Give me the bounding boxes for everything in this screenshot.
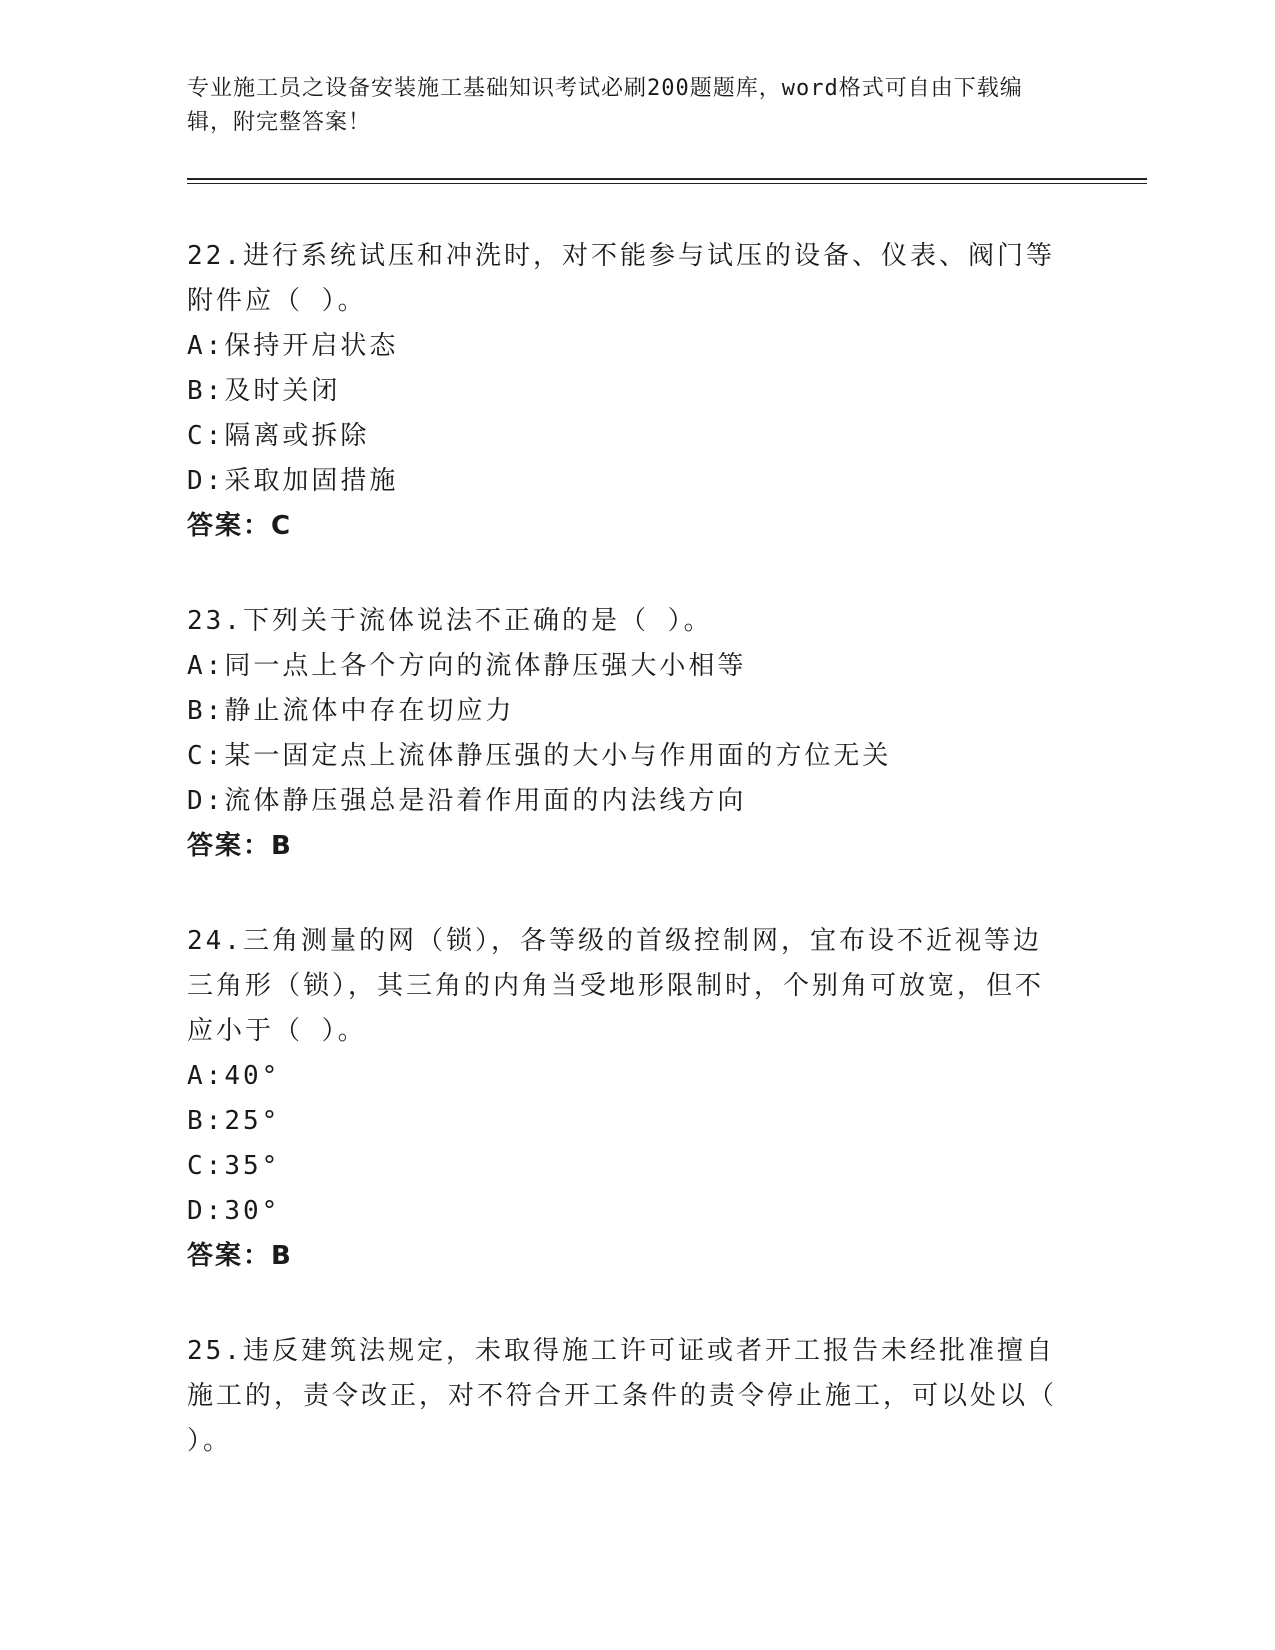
option-a: [187, 644, 1147, 689]
option-key: B:: [187, 1106, 225, 1136]
option-c: [187, 734, 1147, 779]
option-a: [187, 1054, 1147, 1099]
option-text: 40°: [224, 1061, 281, 1091]
option-key: C:: [187, 1151, 225, 1181]
option-c: [187, 414, 1147, 459]
option-a: [187, 324, 1147, 369]
option-text: 采取加固措施: [224, 466, 399, 496]
option-key: A:: [187, 1061, 225, 1091]
option-d: [187, 459, 1147, 504]
option-key: B:: [187, 376, 225, 406]
question-23: [187, 599, 1147, 869]
answer-line: 答案：B: [187, 831, 293, 861]
option-key: D:: [187, 786, 225, 816]
option-text: 隔离或拆除: [224, 421, 370, 451]
option-text: 及时关闭: [224, 376, 341, 406]
option-key: D:: [187, 466, 225, 496]
option-d: [187, 1189, 1147, 1234]
option-text: 静止流体中存在切应力: [224, 696, 515, 726]
option-b: [187, 1099, 1147, 1144]
header-divider: [187, 178, 1147, 184]
answer-line: 答案：C: [187, 511, 293, 541]
question-stem: 25.违反建筑法规定，未取得施工许可证或者开工报告未经批准擅自施工的，责令改正，对不符合开工条件的责令停止施工，可以处以（ ）。: [187, 1336, 1058, 1456]
question-stem: 22.进行系统试压和冲洗时，对不能参与试压的设备、仪表、阀门等附件应（ ）。: [187, 241, 1055, 316]
option-text: 35°: [224, 1151, 281, 1181]
option-key: D:: [187, 1196, 225, 1226]
answer-line: 答案：B: [187, 1241, 293, 1271]
question-stem: 23.下列关于流体说法不正确的是（ ）。: [187, 606, 713, 636]
option-text: 保持开启状态: [224, 331, 399, 361]
option-text: 流体静压强总是沿着作用面的内法线方向: [224, 786, 747, 816]
option-key: A:: [187, 651, 225, 681]
option-key: A:: [187, 331, 225, 361]
question-list: [187, 234, 1147, 1464]
option-text: 同一点上各个方向的流体静压强大小相等: [224, 651, 747, 681]
option-b: [187, 369, 1147, 414]
question-24: [187, 919, 1147, 1279]
option-key: C:: [187, 741, 225, 771]
option-key: B:: [187, 696, 225, 726]
option-b: [187, 689, 1147, 734]
option-text: 30°: [224, 1196, 281, 1226]
option-d: [187, 779, 1147, 824]
option-text: 25°: [224, 1106, 281, 1136]
option-c: [187, 1144, 1147, 1189]
question-stem: 24.三角测量的网（锁），各等级的首级控制网，宜布设不近视等边三角形（锁），其三角的内角当受地形限制时，个别角可放宽，但不应小于（ ）。: [187, 926, 1045, 1046]
option-text: 某一固定点上流体静压强的大小与作用面的方位无关: [224, 741, 892, 771]
document-header: 专业施工员之设备安装施工基础知识考试必刷200题题库，word格式可自由下载编辑，附完整答案！: [187, 76, 1023, 135]
document-page: [187, 72, 1147, 1514]
question-25: [187, 1329, 1147, 1464]
question-22: [187, 234, 1147, 549]
option-key: C:: [187, 421, 225, 451]
